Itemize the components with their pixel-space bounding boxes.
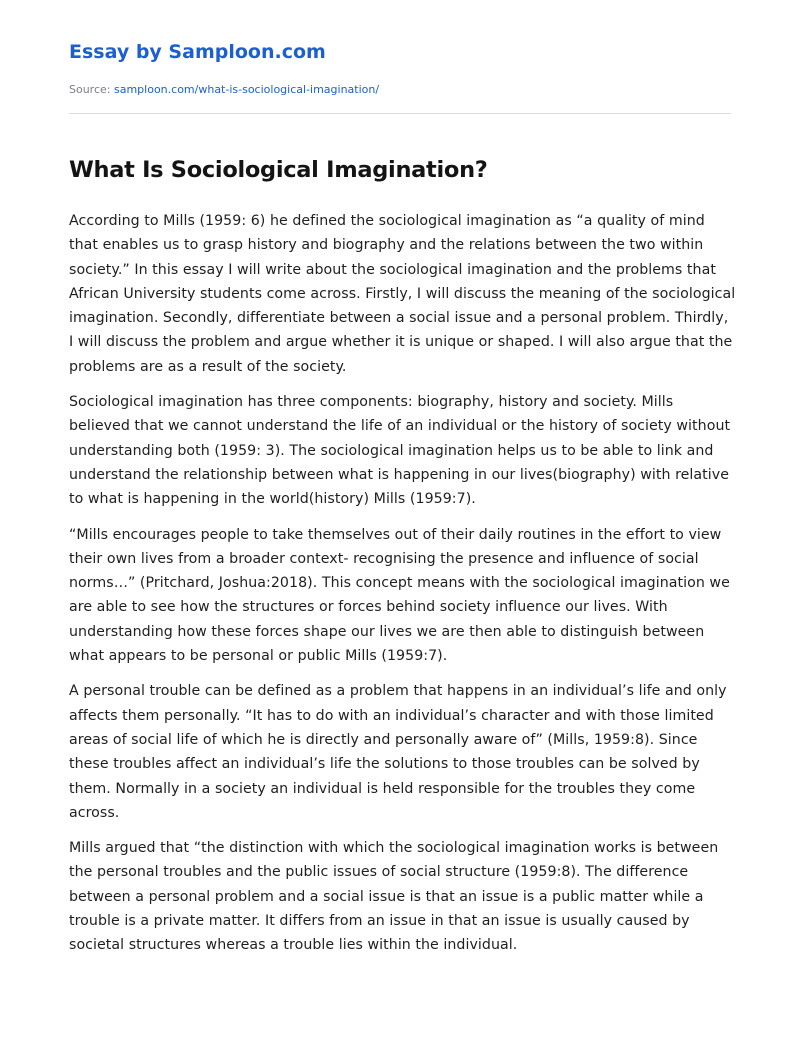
essay-paragraph: “Mills encourages people to take themselves out of their daily routines in the effort to view their own lives from a broader context- recognising the presence and influence of social norms…” (Pritchard, Joshua:2018). This concept means with the sociological imagination we are able to see how the structures or forces behind society influence our lives. With understanding how these forces shape our lives we are then able to distinguish between what appears to be personal or public Mills (1959:7). xyxy=(69,526,730,665)
essay-paragraph: Sociological imagination has three components: biography, history and society. Mills believed that we cannot understand the life of an individual or the history of society without understanding both (1959: 3). The sociological imagination helps us to be able to link and understand the relationship between what is happening in our lives(biography) with relative to what is happening in the world(history) Mills (1959:7). xyxy=(69,394,731,508)
essay-paragraph: A personal trouble can be defined as a problem that happens in an individual’s life and only affects them personally. “It has to do with an individual’s character and with those limited areas of social life of which he is directly and personally aware of” (Mills, 1959:8). Since these troubles affect an individual’s life the solutions to those troubles can be solved by them. Normally in a society an individual is held responsible for the troubles they come across. xyxy=(69,683,727,821)
site-brand-title: Essay by Samploon.com xyxy=(69,41,326,63)
source-link[interactable]: samploon.com/what-is-sociological-imagination/ xyxy=(114,83,380,96)
header-divider xyxy=(69,113,731,114)
essay-title: What Is Sociological Imagination? xyxy=(69,157,488,183)
essay-paragraph: According to Mills (1959: 6) he defined the sociological imagination as “a quality of mind that enables us to grasp history and biography and the relations between the two within society.” In this essay I will write about the sociological imagination and the problems that African University students come across. Firstly, I will discuss the meaning of the sociological imagination. Secondly, differentiate between a social issue and a personal problem. Thirdly, I will discuss the problem and argue whether it is unique or shaped. I will also argue that the problems are as a result of the society. xyxy=(69,213,736,375)
source-label: Source: xyxy=(69,83,111,96)
source-line xyxy=(69,83,379,96)
essay-body xyxy=(69,209,737,969)
essay-paragraph: Mills argued that “the distinction with which the sociological imagination works is between the personal troubles and the public issues of social structure (1959:8). The difference between a personal problem and a social issue is that an issue is a public matter while a trouble is a private matter. It differs from an issue in that an issue is usually caused by societal structures whereas a trouble lies within the individual. xyxy=(69,840,719,954)
